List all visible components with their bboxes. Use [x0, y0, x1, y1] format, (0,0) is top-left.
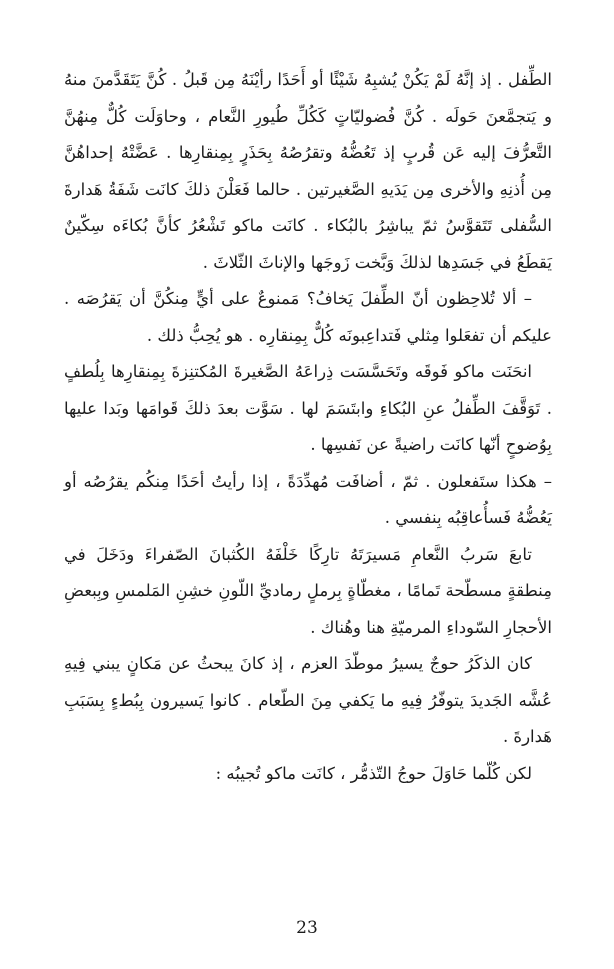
paragraph-7: لكن كُلّما حَاوَلَ حوجُ التّذمُّر ، كانَت ماكو تُجيبُه : — [215, 763, 532, 783]
paragraph-5: تابعَ سَربُ النَّعامِ مَسيرَتَهُ تارِكًا خَلْفَهُ الكُثبانَ الصّفراءَ ودَخَلَ في مِنطقةٍ مسطّحة تَمامًا ، مغطّاةٍ بِرملٍ رماديِّ اللّونِ خشِنِ المَلمسِ وبِبعضِ الأحجارِ السّوداءِ المرميّةِ هنا وهُناك . — [64, 544, 552, 637]
paragraph-2: – ألا تُلاحِظون أنّ الطِّفلَ يَخافُ؟ مَمنوعٌ على أيٍّ مِنكُنَّ أن يَقرُصَه . عليكم أن تفعَلوا مِثلي فَتداعِبونَه كُلٌّ بِمِنقارِه . هو يُحِبُّ ذلك . — [64, 289, 552, 345]
paragraph-6: كان الذكَرُ حوجٌ يسيرُ موطّدَ العزم ، إذ كانَ يبحثُ عن مَكانٍ يبني فِيهِ عُشَّه الجَديدَ يتوفّرُ فِيهِ ما يَكفي مِنَ الطّعام . كانوا يَسيرون بِبُطءٍ بِسَبَبِ هَدارةَ . — [64, 654, 552, 746]
paragraph-1: الطِّفل . إذ إنَّهُ لَمْ يَكُنْ يُشبِهُ شَيْئًا أو أَحَدًا رأيْنَهُ مِن قَبلُ . كُنَّ يَتَقَدَّمنَ منهُ و يَتجمَّعنَ حَولَه . كُنَّ فُضوليّاتٍ كَكُلِّ طُيورِ النَّعام ، وحاوَلَت كُلٌّ مِنهُنَّ التَّعرُّفَ إليه عَن قُربٍ إذ تَعُضُّهُ وتقرُصُهُ بِحَذَرٍ بِمِنقارِها . عَضَّتْهُ إحداهُنَّ مِن أُذنِهِ والأخرى مِن يَدَيهِ الصَّغيرتين . حالما فَعَلْنَ ذلكَ كانَت شَفَةُ هَدارةَ السُّفلى تَتَقوَّسُ ثمّ يباشِرُ بالبُكاء . كانَت ماكو تَشْعُرُ كأنَّ بُكاءَه سِكّينٌ يَقطَعُ في جَسَدِها لذلكَ وَبَّخت زَوجَها والإناثَ الثّلاثَ . — [64, 70, 552, 272]
paragraph-4: – هكذا ستَفعلون . ثمّ ، أضافَت مُهدِّدَةً ، إذا رأيتُ أحَدًا مِنكُم يقرُصُه أو يَعُضُّهُ فَسأُعاقِبُه بِنفسي . — [64, 471, 552, 527]
page-body — [64, 62, 552, 892]
paragraph-3: انحَنَت ماكو فَوقَه وتَحَسَّسَت ذِراعَهُ الصَّغيرةَ المُكتنِزةَ بِمِنقارِها بِلُطفٍ . تَوَقَّفَ الطِّفلُ عنِ البُكاءِ وابتَسَمَ لها . سَوَّت بعدَ ذلكَ قَوامَها وبَدا عليها بِوُضوحٍ أنّها كانَت راضيةً عن نَفسِها . — [64, 362, 552, 454]
page-number: 23 — [296, 918, 318, 938]
